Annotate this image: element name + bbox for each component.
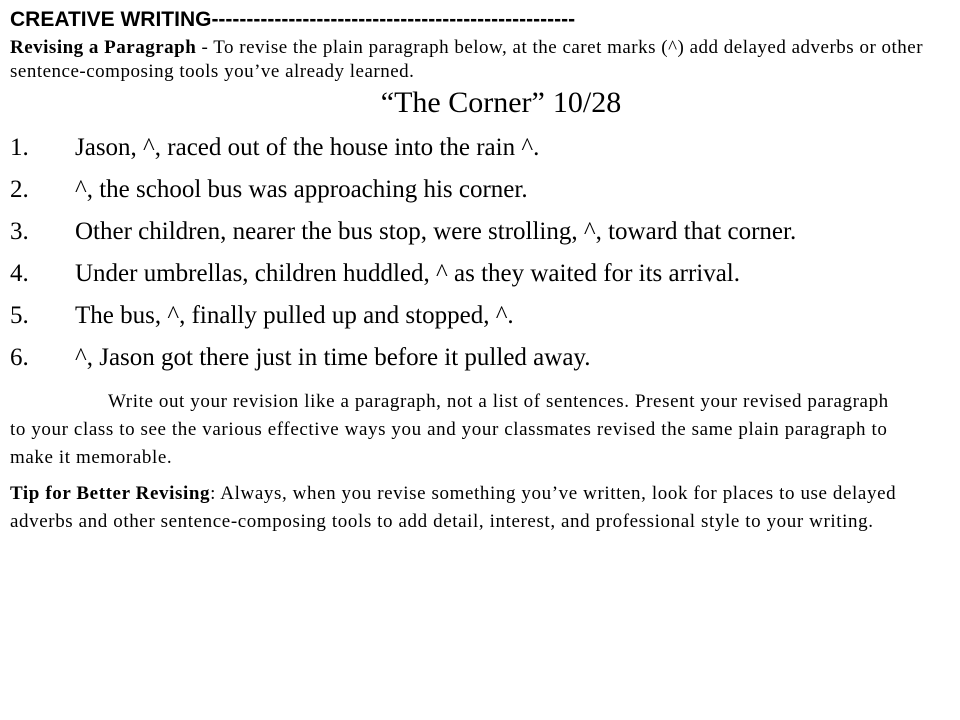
sentence-number: 6.	[10, 344, 29, 371]
instructions	[10, 36, 952, 84]
instructions-separator: -	[196, 37, 214, 58]
assignment-paragraph: Write out your revision like a paragraph, not a list of sentences. Present your revised paragraph to your class to see the various effective ways you and your classmates revised the same plain paragraph to make it memorable.	[10, 391, 889, 468]
tip-label: Tip for Better Revising	[10, 483, 211, 504]
sentence-item	[10, 132, 955, 164]
sentence-number: 3.	[10, 218, 29, 245]
instructions-text: To revise the plain paragraph below, at the caret marks (^) add delayed adverbs or other sentence-composing tools you’ve already learned.	[10, 37, 924, 82]
page-header: CREATIVE WRITING----------------------------------------------------	[10, 8, 576, 31]
sentence-text: The bus, ^, finally pulled up and stopped, ^.	[75, 302, 514, 329]
sentence-text: Other children, nearer the bus stop, were strolling, ^, toward that corner.	[75, 218, 797, 245]
title-text: “The Corner”	[380, 86, 545, 119]
sentence-item	[10, 342, 955, 374]
sentence-item	[10, 258, 955, 290]
sentence-number: 5.	[10, 302, 29, 329]
sentence-item	[10, 174, 955, 206]
sentence-text: Jason, ^, raced out of the house into the rain ^.	[75, 134, 540, 161]
sentence-item	[10, 300, 955, 332]
sentence-item	[10, 216, 955, 248]
revising-tip	[10, 480, 922, 536]
instructions-lead: Revising a Paragraph	[10, 37, 197, 58]
sentence-text: ^, the school bus was approaching his corner.	[75, 176, 528, 203]
sentence-number: 4.	[10, 260, 29, 287]
title-date: 10/28	[552, 86, 622, 119]
tip-text: Always, when you revise something you’ve written, look for places to use delayed adverbs and other sentence-composing tools to add detail, interest, and professional style to your writing.	[10, 483, 897, 532]
document-title	[50, 86, 952, 120]
sentence-text: Under umbrellas, children huddled, ^ as they waited for its arrival.	[75, 260, 741, 287]
sentence-number: 1.	[10, 134, 29, 161]
sentence-number: 2.	[10, 176, 29, 203]
sentence-list	[10, 132, 952, 374]
tip-colon: :	[210, 483, 216, 504]
sentence-text: ^, Jason got there just in time before it pulled away.	[75, 344, 591, 371]
